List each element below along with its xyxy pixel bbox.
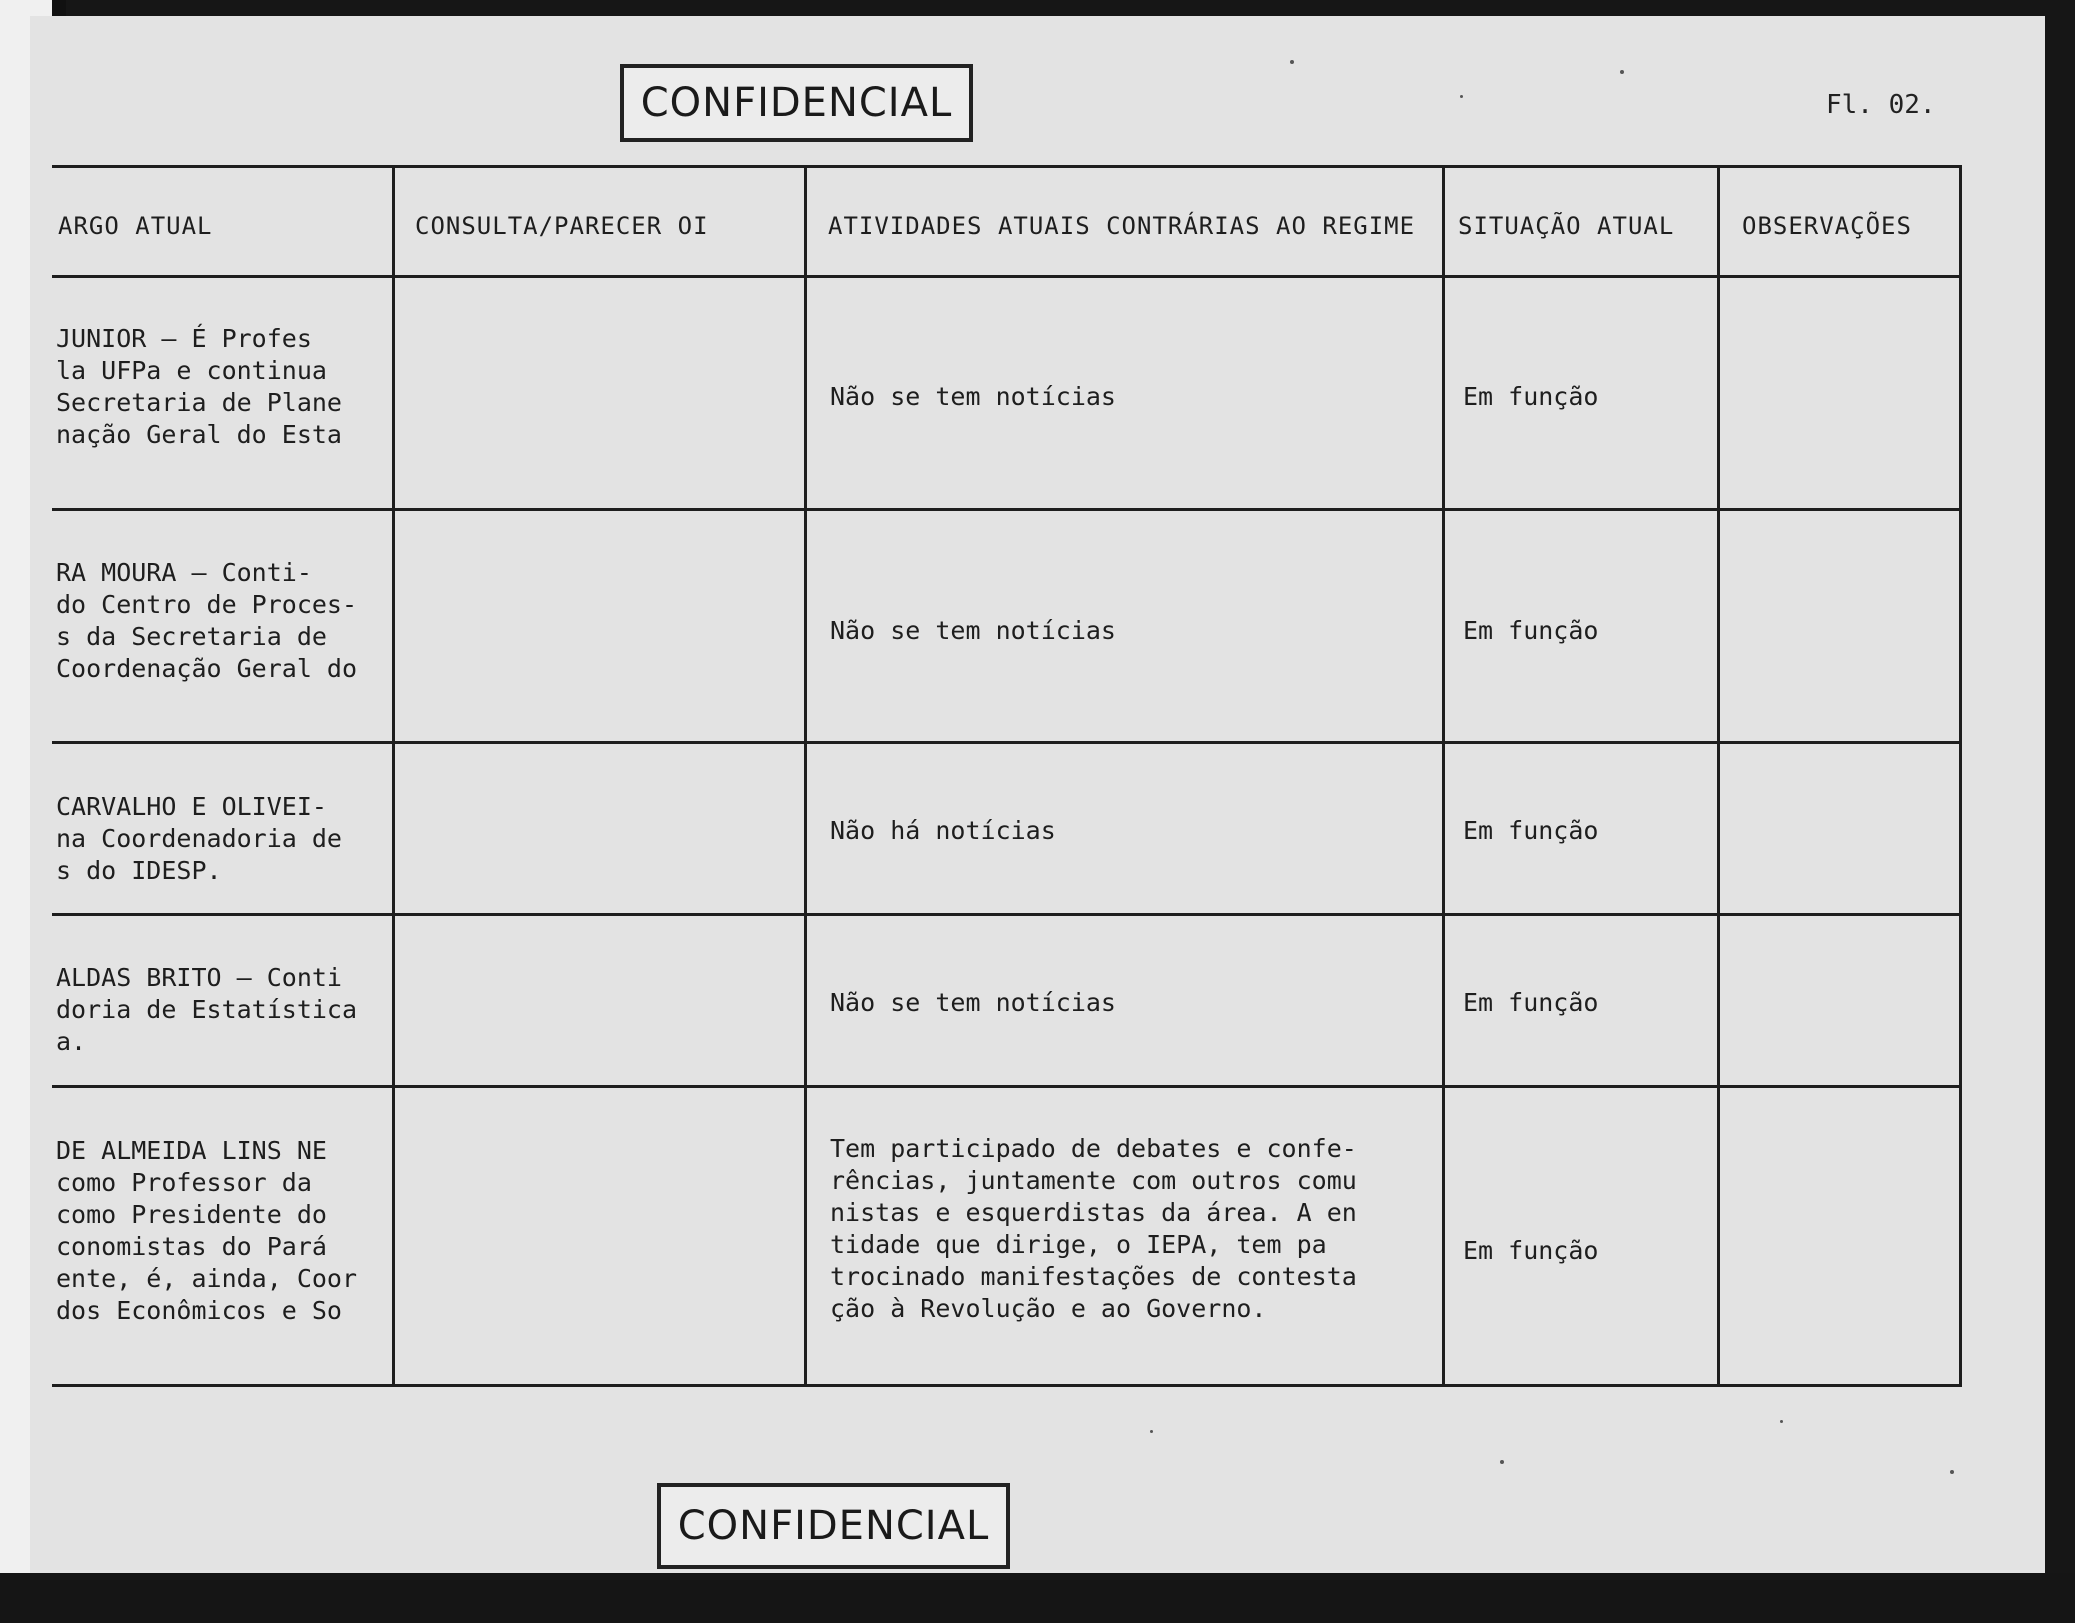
records-table — [52, 165, 1962, 1387]
atividades-line: Tem participado de debates e confe- — [830, 1134, 1357, 1163]
scan-speck — [1290, 60, 1294, 64]
cargo-line: la UFPa e continua — [56, 356, 327, 385]
bottom-scan-edge — [0, 1573, 2075, 1623]
situacao-text: Em função — [1463, 816, 1599, 845]
cargo-line: dos Econômicos e So — [56, 1296, 342, 1325]
scan-speck — [1150, 1430, 1153, 1433]
header-consulta-parecer: CONSULTA/PARECER OI — [415, 212, 709, 240]
confidential-stamp-top: CONFIDENCIAL — [620, 64, 973, 142]
cargo-line: Coordenação Geral do — [56, 654, 358, 683]
cargo-line: a. — [56, 1027, 87, 1056]
atividades-text: Não há notícias — [830, 816, 1056, 845]
cargo-line: RA MOURA — Conti- — [56, 558, 312, 587]
cargo-line: ente, é, ainda, Coor — [56, 1264, 358, 1293]
atividades-line: trocinado manifestações de contesta — [830, 1262, 1357, 1291]
situacao-text: Em função — [1463, 988, 1599, 1017]
cargo-line: s do IDESP. — [56, 856, 222, 885]
cargo-line: DE ALMEIDA LINS NE — [56, 1136, 327, 1165]
cargo-line: doria de Estatística — [56, 995, 358, 1024]
scan-speck — [1780, 1420, 1783, 1423]
scan-speck — [1950, 1470, 1954, 1474]
atividades-line: tidade que dirige, o IEPA, tem pa — [830, 1230, 1327, 1259]
confidential-stamp-bottom: CONFIDENCIAL — [657, 1483, 1010, 1569]
atividades-text: Não se tem notícias — [830, 988, 1116, 1017]
atividades-line: rências, juntamente com outros comu — [830, 1166, 1357, 1195]
cargo-line: nação Geral do Esta — [56, 420, 342, 449]
cargo-line: JUNIOR — É Profes — [56, 324, 312, 353]
atividades-text: Não se tem notícias — [830, 616, 1116, 645]
situacao-text: Em função — [1463, 1236, 1599, 1265]
header-atividades: ATIVIDADES ATUAIS CONTRÁRIAS AO REGIME — [828, 212, 1416, 240]
cargo-line: na Coordenadoria de — [56, 824, 342, 853]
scan-speck — [1500, 1460, 1504, 1464]
folio-number: Fl. 02. — [1826, 90, 1936, 120]
atividades-text: Não se tem notícias — [830, 382, 1116, 411]
situacao-text: Em função — [1463, 382, 1599, 411]
header-situacao: SITUAÇÃO ATUAL — [1458, 212, 1675, 240]
situacao-text: Em função — [1463, 616, 1599, 645]
atividades-line: nistas e esquerdistas da área. A en — [830, 1198, 1357, 1227]
cargo-line: s da Secretaria de — [56, 622, 327, 651]
header-observacoes: OBSERVAÇÕES — [1742, 212, 1912, 240]
cargo-line: Secretaria de Plane — [56, 388, 342, 417]
cargo-line: como Professor da — [56, 1168, 312, 1197]
cargo-line: do Centro de Proces- — [56, 590, 358, 619]
atividades-line: ção à Revolução e ao Governo. — [830, 1294, 1267, 1323]
cargo-line: ALDAS BRITO — Conti — [56, 963, 342, 992]
scan-speck — [1620, 70, 1624, 74]
cargo-line: conomistas do Pará — [56, 1232, 327, 1261]
cargo-line: como Presidente do — [56, 1200, 327, 1229]
scan-speck — [1460, 95, 1463, 98]
header-cargo-atual: ARGO ATUAL — [58, 212, 213, 240]
cargo-line: CARVALHO E OLIVEI- — [56, 792, 327, 821]
